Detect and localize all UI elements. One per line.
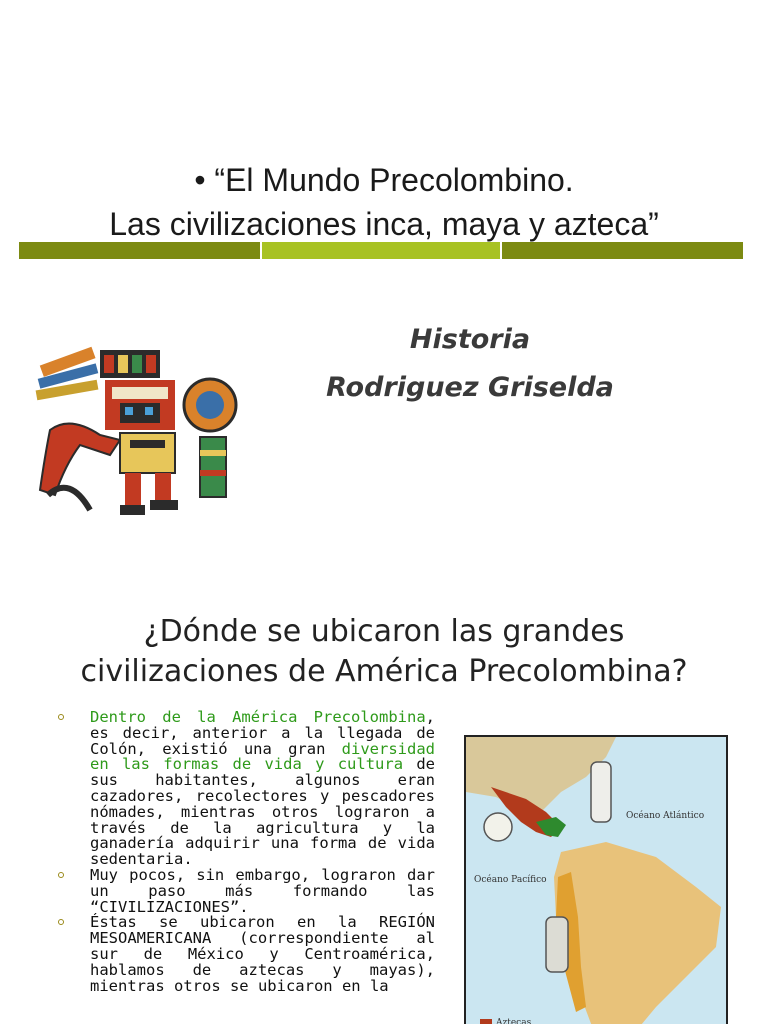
title-rule-right — [502, 242, 743, 259]
aztec-codex-figure-icon — [30, 345, 245, 520]
question-line-1: ¿Dónde se ubicaron las grandes — [143, 614, 625, 649]
bullet-text: de sus habitantes, algunos eran cazadores, recolectores y pescadores nómades, mientras otros lograron a través de la agricultura y la ganadería adquirir una forma de vida sedentaria. — [90, 755, 435, 869]
title-rule-left — [19, 242, 260, 259]
bullet-text: , es decir, anterior a la llegada de Colón, existió una gran — [90, 708, 435, 758]
bullet-item — [50, 710, 435, 868]
americas-map — [464, 735, 728, 1024]
bullet-item — [50, 915, 435, 994]
question-title — [0, 612, 768, 692]
content-slide — [0, 570, 768, 1024]
pacific-ocean-label: Océano Pacífico — [474, 875, 547, 885]
bullet-circle-icon — [58, 872, 64, 878]
bullet-circle-icon — [58, 714, 64, 720]
subject-label: Historia — [409, 324, 531, 355]
question-line-2: civilizaciones de América Precolombina? — [80, 654, 688, 689]
bullet-text: Éstas se ubicaron en la REGIÓN MESOAMERICANA (correspondiente al sur de México y Centroamérica, hablamos de aztecas y mayas), mientras otros se ubicaron en la — [90, 913, 435, 995]
bullet-highlight: Dentro de la América Precolombina — [90, 708, 426, 726]
slide-title — [0, 158, 768, 246]
bullet-item — [50, 865, 435, 916]
title-line-1: • “El Mundo Precolombino. — [194, 162, 574, 198]
bullet-circle-icon — [58, 919, 64, 925]
title-line-2: Las civilizaciones inca, maya y azteca” — [109, 206, 659, 242]
title-rule-center — [262, 242, 500, 259]
bullet-text: Muy pocos, sin embargo, lograron dar un paso más formando las “CIVILIZACIONES”. — [90, 865, 435, 916]
author-label: Rodriguez Griselda — [326, 372, 614, 403]
bullet-highlight: diversidad en las formas de vida y cultura — [90, 739, 435, 774]
legend-aztecas: Aztecas — [496, 1018, 532, 1024]
atlantic-ocean-label: Océano Atlántico — [626, 811, 705, 821]
bullet-list — [50, 710, 435, 994]
subtitle-block — [300, 316, 640, 412]
